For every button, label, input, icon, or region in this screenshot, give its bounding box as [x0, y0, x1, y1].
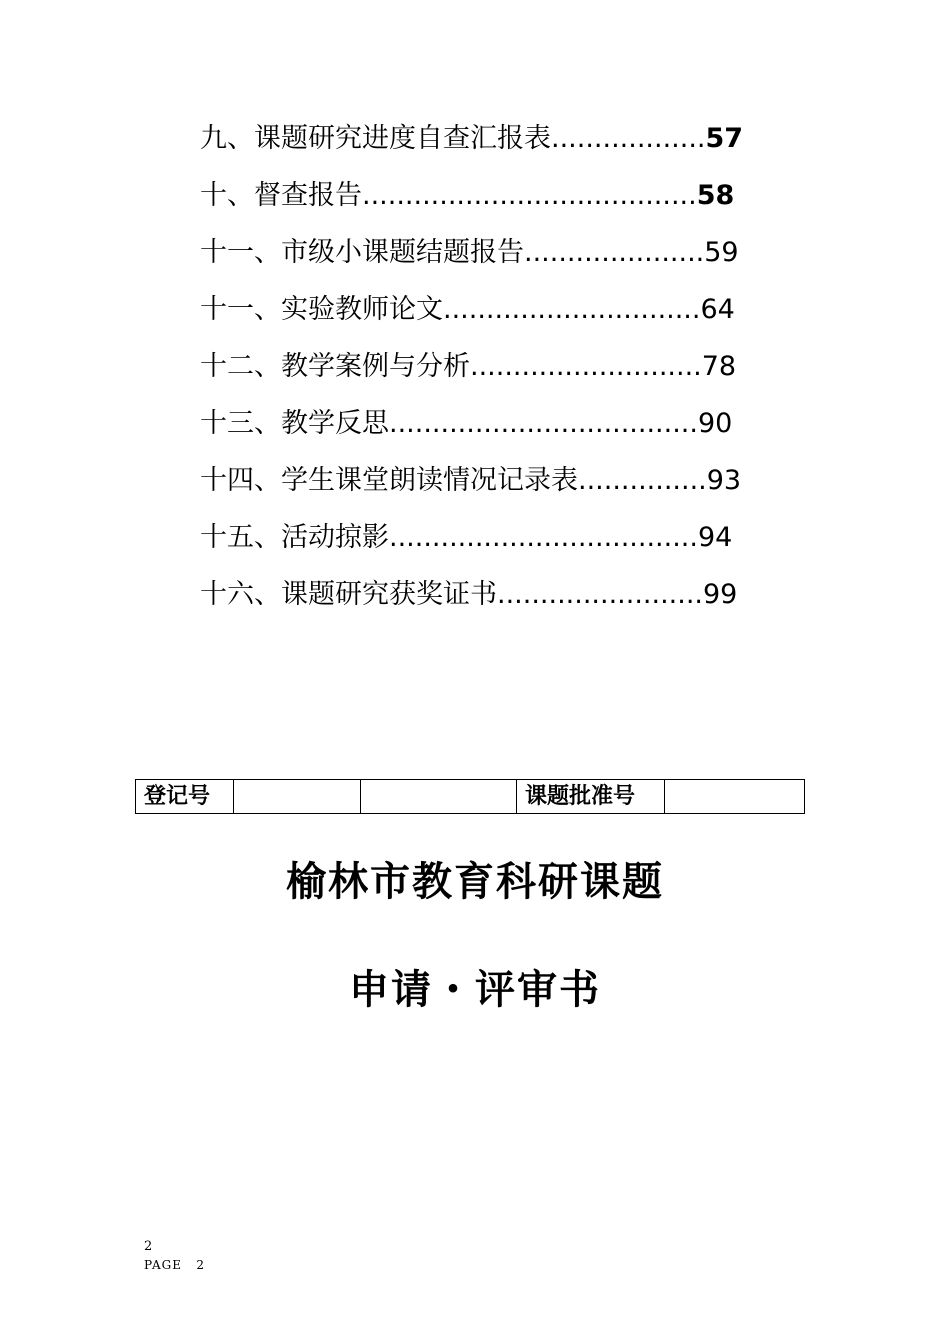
toc-entry-page: 57 — [705, 123, 744, 154]
registration-table — [135, 779, 805, 814]
toc-entry-title: 十五、活动掠影 — [200, 522, 389, 553]
toc-entry-page: 90 — [697, 408, 733, 439]
toc-entry-leader: ....................................... — [362, 180, 697, 211]
toc-entry — [200, 110, 800, 167]
toc-entry-leader: ............... — [578, 465, 707, 496]
toc-entry — [200, 395, 800, 452]
toc-entry-page: 59 — [704, 237, 739, 268]
blank-field — [361, 780, 517, 814]
toc-entry-leader: ..................... — [524, 237, 705, 268]
toc-entry-leader: ........................... — [470, 351, 702, 382]
toc-entry-page: 78 — [701, 351, 737, 382]
toc-entry-page: 64 — [700, 294, 735, 325]
toc-entry-leader: ........................ — [497, 579, 703, 610]
toc-entry-title: 十六、课题研究获奖证书 — [200, 579, 497, 610]
document-subtitle: 申请・评审书 — [349, 967, 601, 1013]
toc-entry-leader: .................................... — [389, 522, 698, 553]
toc-entry-leader: .............................. — [443, 294, 701, 325]
table-of-contents — [200, 110, 800, 623]
toc-entry — [200, 281, 800, 338]
toc-entry-title: 十、督查报告 — [200, 180, 362, 211]
toc-entry-title: 十一、实验教师论文 — [200, 294, 443, 325]
toc-entry-page: 58 — [696, 180, 735, 211]
toc-entry-title: 十四、学生课堂朗读情况记录表 — [200, 465, 578, 496]
registration-number-field — [234, 780, 361, 814]
toc-entry-title: 十三、教学反思 — [200, 408, 389, 439]
toc-entry-page: 94 — [697, 522, 733, 553]
toc-entry — [200, 167, 800, 224]
toc-entry — [200, 509, 800, 566]
toc-entry-leader: .................................... — [389, 408, 698, 439]
document-title: 榆林市教育科研课题 — [286, 859, 664, 905]
toc-entry-leader: .................. — [551, 123, 706, 154]
toc-entry-title: 十二、教学案例与分析 — [200, 351, 470, 382]
toc-entry — [200, 224, 800, 281]
footer-page-number: 2 — [144, 1239, 153, 1254]
approval-number-field — [665, 780, 805, 814]
footer-page-field: PAGE 2 — [144, 1258, 206, 1272]
toc-entry-page: 99 — [702, 579, 738, 610]
toc-entry-page: 93 — [706, 465, 742, 496]
approval-number-label: 课题批准号 — [517, 780, 665, 814]
registration-row — [136, 780, 805, 814]
toc-entry — [200, 452, 800, 509]
toc-entry — [200, 566, 800, 623]
toc-entry-title: 九、课题研究进度自查汇报表 — [200, 123, 551, 154]
toc-entry-title: 十一、市级小课题结题报告 — [200, 237, 524, 268]
toc-entry — [200, 338, 800, 395]
registration-number-label: 登记号 — [136, 780, 234, 814]
